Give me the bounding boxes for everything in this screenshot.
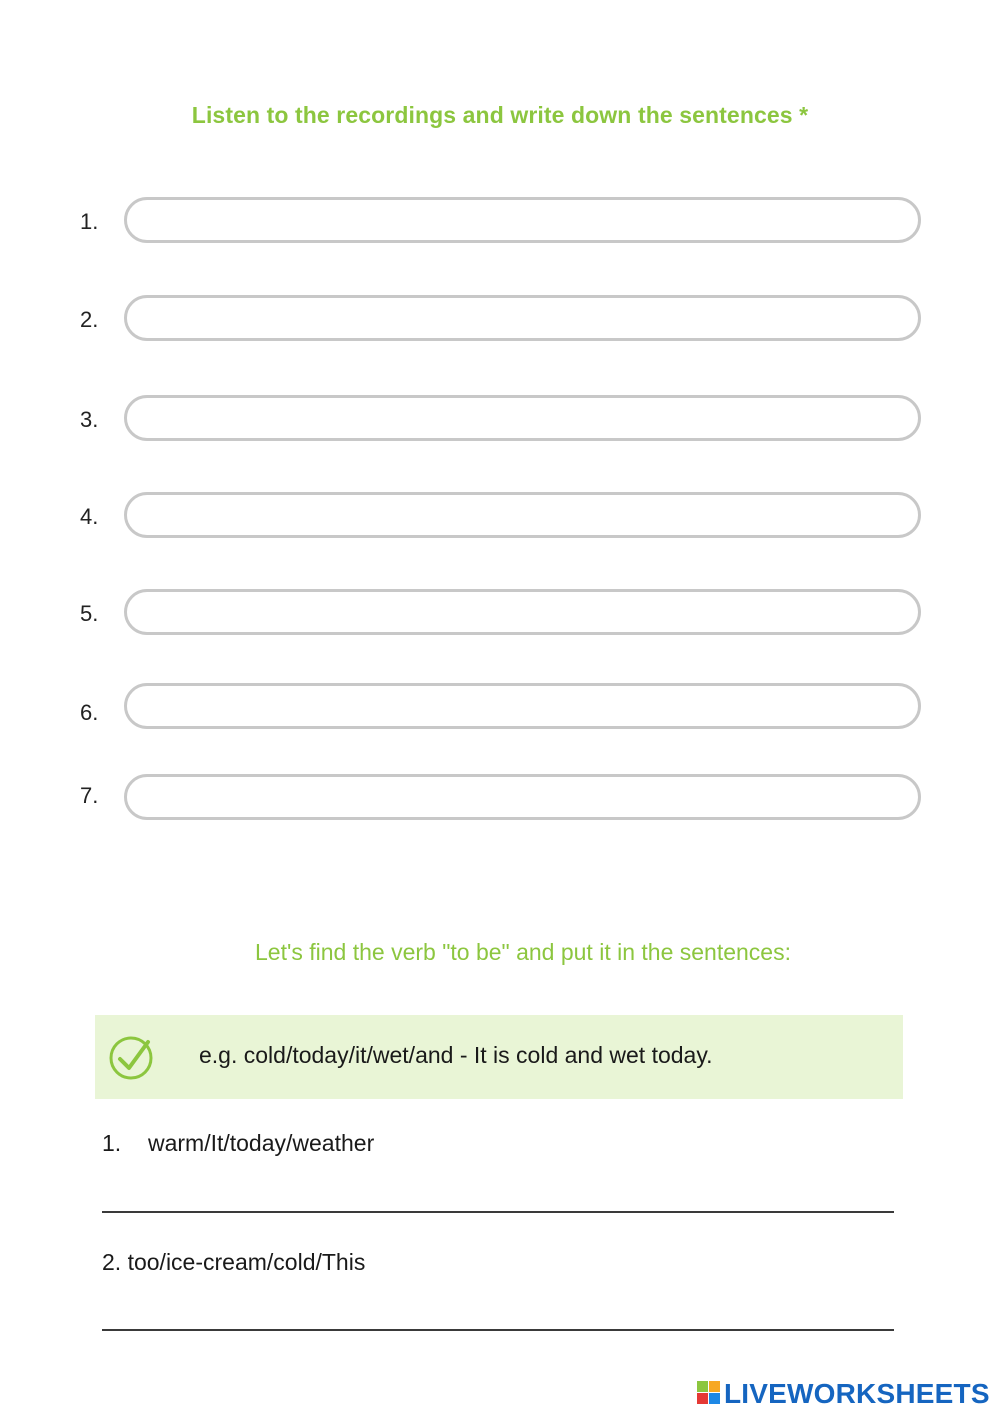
question-number-2: 2. bbox=[102, 1249, 122, 1275]
answer-number-4: 4. bbox=[80, 504, 99, 529]
example-sentence: e.g. cold/today/it/wet/and - It is cold and wet today. bbox=[199, 1042, 713, 1068]
answer-input-1[interactable] bbox=[124, 197, 921, 243]
answer-number-7: 7. bbox=[80, 783, 99, 808]
question-prompt-1: warm/It/today/weather bbox=[147, 1130, 375, 1156]
question-2 bbox=[102, 1249, 365, 1276]
liveworksheets-logo bbox=[697, 1377, 997, 1411]
answer-number-2: 2. bbox=[80, 307, 99, 332]
question-prompt-2: too/ice-cream/cold/This bbox=[127, 1249, 366, 1275]
liveworksheets-logo-text: LIVEWORKSHEETS bbox=[724, 1378, 990, 1409]
answer-input-2[interactable] bbox=[124, 295, 921, 341]
answer-input-4[interactable] bbox=[124, 492, 921, 538]
check-circle-icon bbox=[107, 1032, 157, 1082]
answer-line-1[interactable] bbox=[102, 1211, 894, 1213]
answer-input-3[interactable] bbox=[124, 395, 921, 441]
liveworksheets-logo-mark-icon bbox=[697, 1381, 721, 1405]
answer-number-6: 6. bbox=[80, 700, 99, 725]
listening-instructions-title: Listen to the recordings and write down the sentences * bbox=[191, 102, 809, 128]
answer-number-5: 5. bbox=[80, 601, 99, 626]
question-number-1: 1. bbox=[102, 1130, 122, 1156]
answer-number-1: 1. bbox=[80, 209, 99, 234]
verb-to-be-instructions-title: Let's find the verb "to be" and put it in the sentences: bbox=[254, 939, 791, 965]
answer-number-3: 3. bbox=[80, 407, 99, 432]
example-box bbox=[95, 1015, 903, 1099]
question-1 bbox=[102, 1130, 374, 1157]
answer-input-7[interactable] bbox=[124, 774, 921, 820]
answer-line-2[interactable] bbox=[102, 1329, 894, 1331]
answer-input-5[interactable] bbox=[124, 589, 921, 635]
answer-input-6[interactable] bbox=[124, 683, 921, 729]
